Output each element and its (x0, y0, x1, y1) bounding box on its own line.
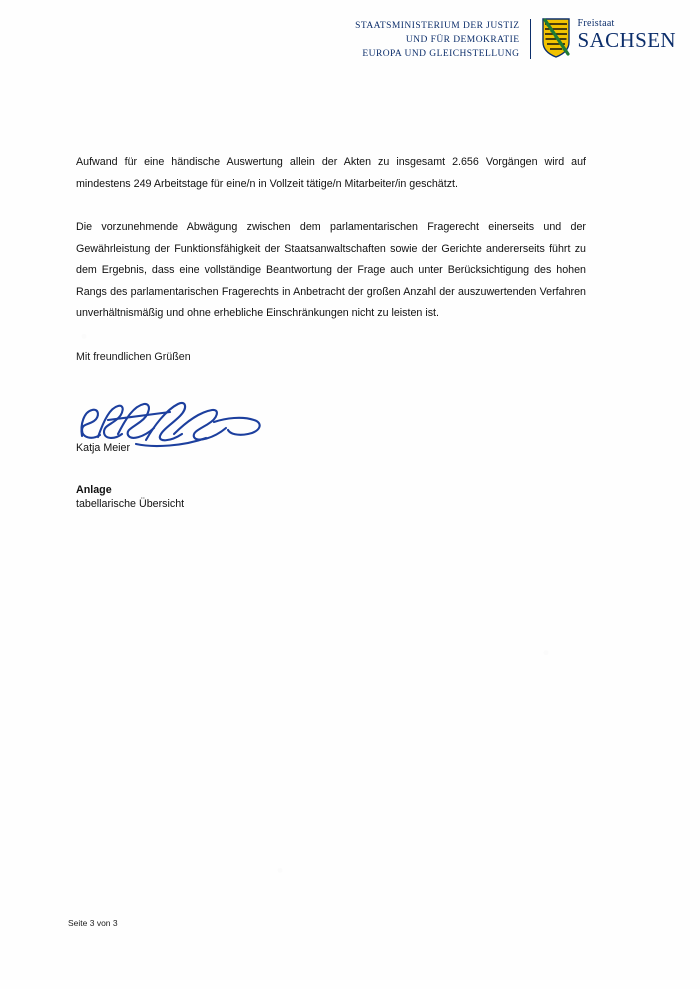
letter-body (76, 152, 586, 510)
closing-line: Mit freundlichen Grüßen (76, 350, 191, 363)
brand-title: SACHSEN (577, 28, 676, 52)
ministry-line-1: STAATSMINISTERIUM DER JUSTIZ (355, 21, 520, 31)
enclosure-title: Anlage (76, 483, 112, 496)
signature-name: Katja Meier (76, 441, 131, 454)
brand-subtitle: Freistaat (577, 18, 615, 29)
paragraph-1: Aufwand für eine händische Auswertung allein der Akten zu insgesamt 2.656 Vorgängen wird auf mindestens 249 Arbeitstage für eine/n in Vollzeit tätige/n Mitarbeiter/in geschätzt. (76, 156, 586, 190)
letterhead (0, 18, 700, 61)
state-brand (531, 18, 677, 58)
page-number: Seite 3 von 3 (68, 918, 118, 928)
ministry-name (355, 18, 529, 61)
signature-block (76, 398, 586, 476)
saxony-coat-of-arms-icon (541, 18, 571, 58)
ministry-line-2: UND FÜR DEMOKRATIE (405, 34, 520, 45)
enclosure-block (76, 484, 586, 510)
enclosure-description: tabellarische Übersicht (76, 497, 185, 510)
paragraph-2: Die vorzunehmende Abwägung zwischen dem parlamentarischen Fragerecht einerseits und der Gewährleistung der Funktionsfähigkeit der Staatsanwaltschaften sowie der Gerichte andererseits führt zu dem Ergebnis, dass eine vollständige Beantwortung der Frage auch unter Berücksichtigung des hohen Rangs des parlamentarischen Fragerechts in Anbetracht der großen Anzahl der auszuwertenden Verfahren unverhältnismäßig und ohne erhebliche Einschränkungen nicht zu leisten ist. (76, 221, 586, 319)
ministry-line-3: EUROPA UND GLEICHSTELLUNG (362, 48, 520, 59)
